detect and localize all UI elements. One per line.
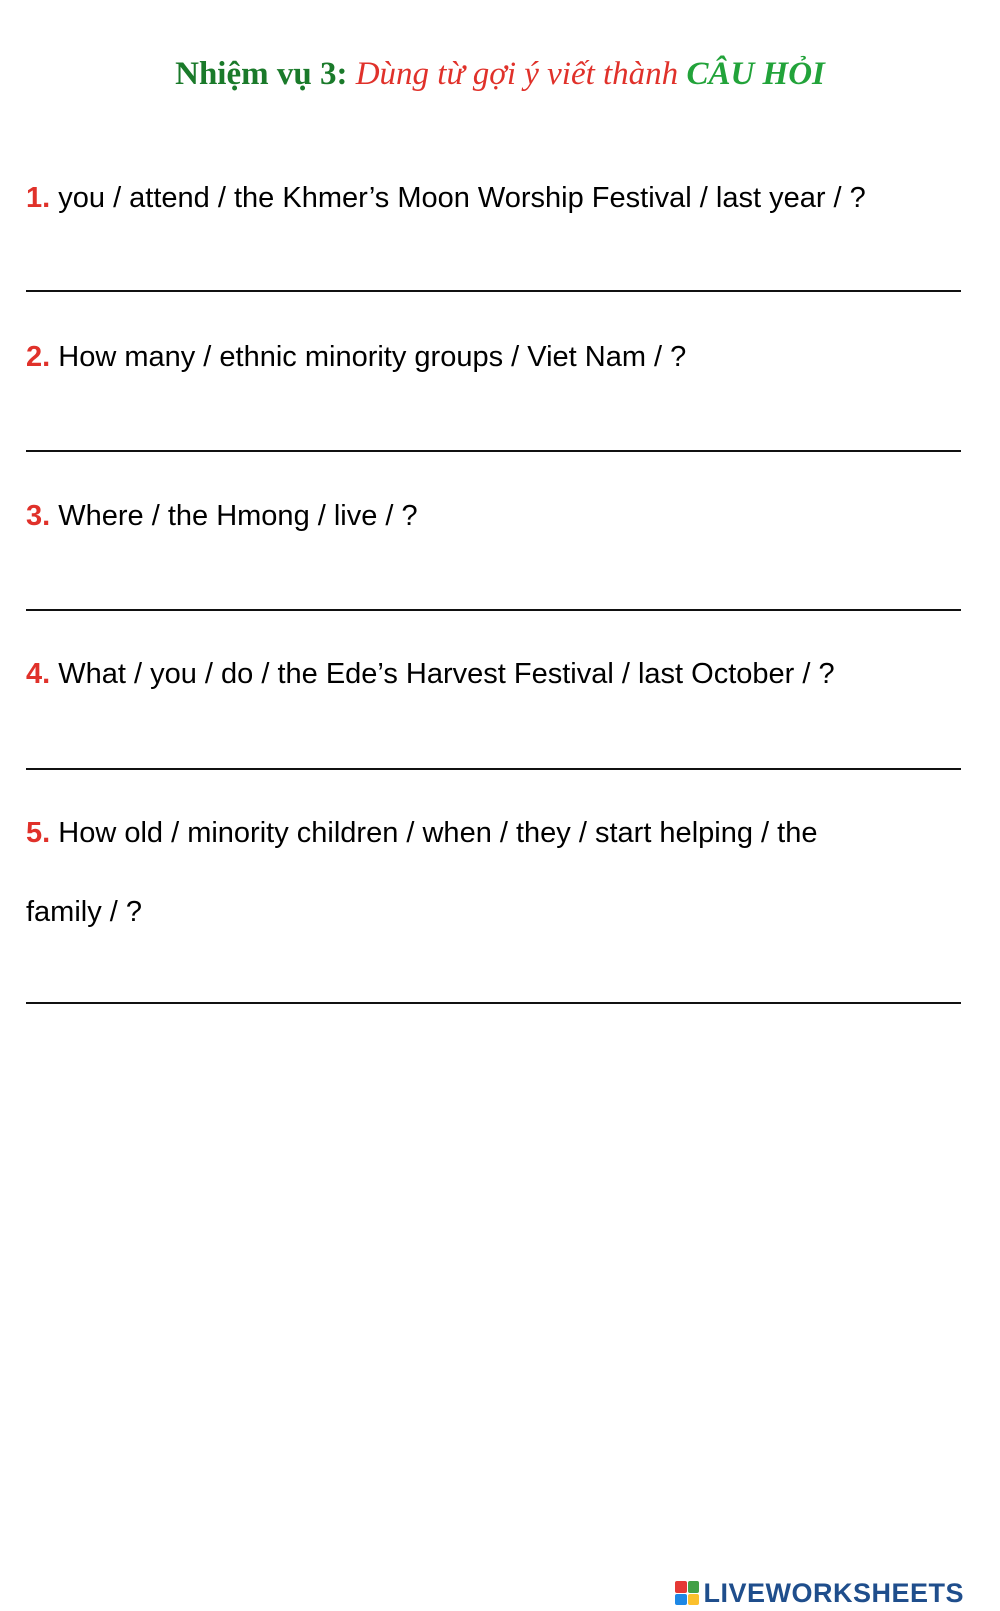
question-5-continuation: family / ? <box>26 896 143 928</box>
question-number: 3. <box>26 500 51 532</box>
answer-line-3[interactable] <box>26 609 961 611</box>
question-3 <box>26 498 976 534</box>
question-number: 1. <box>26 182 51 214</box>
title-task-label: Nhiệm vụ 3: <box>175 56 348 92</box>
question-1 <box>26 180 976 216</box>
question-text: you / attend / the Khmer’s Moon Worship Festival / last year / ? <box>58 182 866 214</box>
question-text: What / you / do / the Ede’s Harvest Festival / last October / ? <box>58 658 835 690</box>
question-number: 4. <box>26 658 51 690</box>
title-emphasis: CÂU HỎI <box>686 56 825 92</box>
question-2 <box>26 339 976 375</box>
question-4 <box>26 656 976 692</box>
question-text: How many / ethnic minority groups / Viet Nam / ? <box>58 341 687 373</box>
question-text: Where / the Hmong / live / ? <box>58 500 418 532</box>
answer-line-5[interactable] <box>26 1002 961 1004</box>
question-5 <box>26 815 976 851</box>
title-instruction: Dùng từ gợi ý viết thành <box>355 56 679 92</box>
liveworksheets-logo-icon <box>675 1581 699 1605</box>
answer-line-4[interactable] <box>26 768 961 770</box>
answer-line-1[interactable] <box>26 290 961 292</box>
page-title <box>0 52 1000 96</box>
brand-watermark[interactable] <box>675 1578 964 1608</box>
question-number: 5. <box>26 817 51 849</box>
question-number: 2. <box>26 341 51 373</box>
answer-line-2[interactable] <box>26 450 961 452</box>
question-text: How old / minority children / when / they / start helping / the <box>58 817 818 849</box>
brand-text: LIVEWORKSHEETS <box>703 1578 964 1608</box>
